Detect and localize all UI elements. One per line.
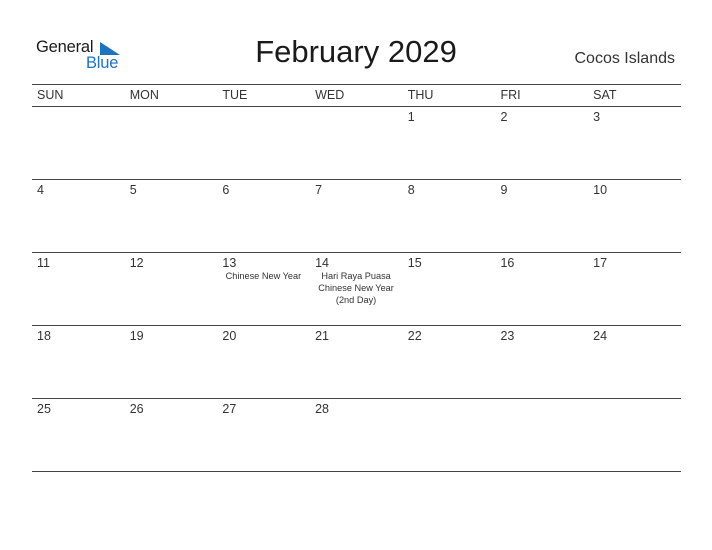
day-number: 26 xyxy=(129,402,144,416)
day-number: 28 xyxy=(315,402,329,416)
day-number: 1 xyxy=(407,110,415,124)
day-cell xyxy=(310,107,403,179)
day-cell xyxy=(125,107,218,179)
day-cell xyxy=(495,399,588,471)
day-cell xyxy=(32,107,125,179)
day-cell xyxy=(217,180,310,252)
day-number: 20 xyxy=(222,329,237,343)
day-number: 10 xyxy=(593,183,608,197)
day-cell xyxy=(125,399,218,471)
day-number: 24 xyxy=(593,329,608,343)
calendar-grid xyxy=(32,84,681,472)
day-number: 13 xyxy=(222,256,237,270)
day-number: 12 xyxy=(129,256,144,270)
logo-text-general: General xyxy=(36,38,94,56)
day-cell xyxy=(217,399,310,471)
weekday-label: THU xyxy=(407,88,434,102)
day-number: 2 xyxy=(500,110,508,124)
day-number: 6 xyxy=(222,183,230,197)
holiday-label: Hari Raya Puasa xyxy=(321,271,391,281)
weekday-label: SAT xyxy=(593,88,617,102)
day-cell xyxy=(588,326,681,398)
day-cell xyxy=(495,180,588,252)
day-cell xyxy=(403,326,496,398)
day-number: 5 xyxy=(129,183,137,197)
day-cell xyxy=(588,107,681,179)
weekday-label: FRI xyxy=(500,88,521,102)
day-cell xyxy=(403,180,496,252)
week-row xyxy=(32,180,681,253)
day-number: 23 xyxy=(500,329,515,343)
weeks-container xyxy=(32,107,681,472)
week-row xyxy=(32,107,681,180)
day-number: 25 xyxy=(37,402,51,416)
day-cell xyxy=(217,107,310,179)
day-cell xyxy=(403,107,496,179)
week-row xyxy=(32,399,681,472)
day-number: 4 xyxy=(37,183,44,197)
logo-text-blue: Blue xyxy=(86,54,119,72)
day-cell xyxy=(588,180,681,252)
holiday-label: Chinese New Year (2nd Day) xyxy=(318,283,394,305)
weekday-label: WED xyxy=(315,88,345,102)
day-cell xyxy=(310,180,403,252)
day-cell xyxy=(403,253,496,325)
day-number: 21 xyxy=(315,329,329,343)
week-row xyxy=(32,253,681,326)
holiday-label: Chinese New Year xyxy=(225,271,302,281)
calendar-title: February 2029 xyxy=(255,34,457,69)
weekday-label: SUN xyxy=(37,88,64,102)
day-number: 11 xyxy=(37,256,50,270)
day-cell xyxy=(588,399,681,471)
day-cell xyxy=(125,180,218,252)
day-cell xyxy=(217,253,310,325)
day-cell xyxy=(495,326,588,398)
day-cell xyxy=(310,253,403,325)
week-row xyxy=(32,326,681,399)
day-cell xyxy=(125,253,218,325)
day-number: 15 xyxy=(407,256,422,270)
day-number: 19 xyxy=(129,329,144,343)
day-number: 22 xyxy=(407,329,422,343)
day-cell xyxy=(217,326,310,398)
day-number: 8 xyxy=(407,183,415,197)
day-cell xyxy=(403,399,496,471)
day-cell xyxy=(125,326,218,398)
weekday-label: MON xyxy=(129,88,159,102)
weekday-header xyxy=(32,84,681,107)
day-cell xyxy=(32,399,125,471)
day-number: 7 xyxy=(315,183,323,197)
weekday-label: TUE xyxy=(222,88,248,102)
day-number: 3 xyxy=(593,110,601,124)
day-cell xyxy=(495,253,588,325)
day-cell xyxy=(32,253,125,325)
region-label: Cocos Islands xyxy=(574,50,675,67)
day-number: 14 xyxy=(315,256,329,270)
day-cell xyxy=(495,107,588,179)
day-cell xyxy=(32,180,125,252)
day-cell xyxy=(310,326,403,398)
day-number: 27 xyxy=(222,402,237,416)
day-number: 18 xyxy=(37,329,51,343)
day-cell xyxy=(588,253,681,325)
day-number: 17 xyxy=(593,256,608,270)
day-cell xyxy=(32,326,125,398)
day-number: 16 xyxy=(500,256,515,270)
day-cell xyxy=(310,399,403,471)
day-number: 9 xyxy=(500,183,508,197)
